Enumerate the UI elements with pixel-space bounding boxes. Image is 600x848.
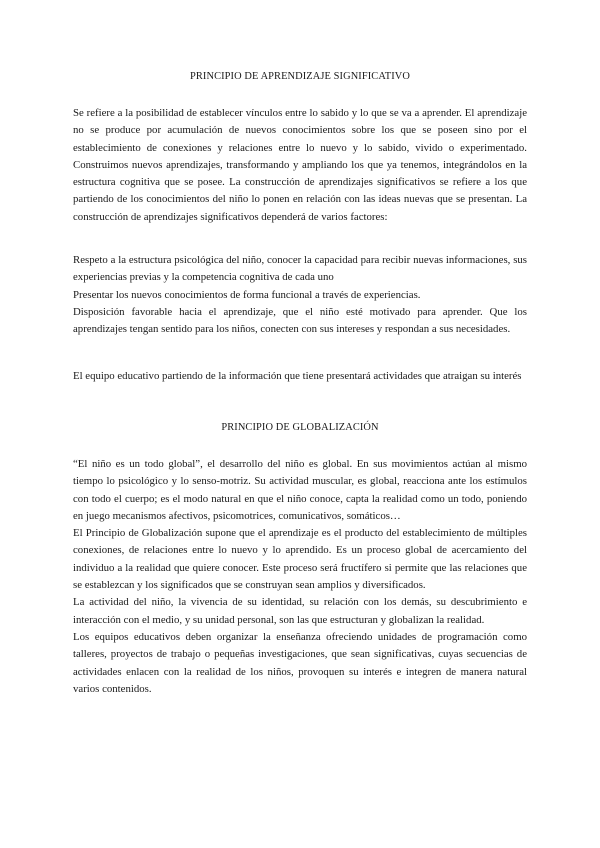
factors-list [73,252,527,338]
section-title-aprendizaje-significativo: PRINCIPIO DE APRENDIZAJE SIGNIFICATIVO [190,71,410,82]
factor-item: Disposición favorable hacia el aprendizaje, que el niño esté motivado para aprender. Que los aprendizajes tengan sentido para los niños, conecten con sus intereses y respondan a sus necesidades. [73,305,527,336]
paragraph: La actividad del niño, la vivencia de su identidad, su relación con los demás, su descubrimiento e interacción con el medio, y su unidad personal, son las que estructuran y globalizan la realidad. [73,596,527,626]
paragraph-closing: El equipo educativo partiendo de la información que tiene presentará actividades que atraigan su interés [73,370,522,382]
factor-item: Respeto a la estructura psicológica del niño, conocer la capacidad para recibir nuevas informaciones, sus experiencias previas y la competencia cognitiva de cada uno [73,254,527,284]
paragraph-intro: Se refiere a la posibilidad de establecer vínculos entre lo sabido y lo que se va a aprender. El aprendizaje no se produce por acumulación de nuevos conocimientos sobre los que se poseen sino por el establecimiento de conexiones y relaciones entre lo nuevo y lo sabido, vivido o experimentado. Construimos nuevos aprendizajes, transformando y ampliando los que ya tenemos, integrándolos en la estructura cognitiva que se posee. La construcción de aprendizajes significativos se refiere a los que partiendo de los conocimientos del niño lo ponen en relación con las ideas nuevas que se presentan. La construcción de aprendizajes significativos dependerá de varios factores: [73,107,527,223]
paragraph: El Principio de Globalización supone que el aprendizaje es el producto del establecimiento de múltiples conexiones, de relaciones entre lo nuevo y lo aprendido. Es un proceso global de acercamiento del individuo a la realidad que quiere conocer. Este proceso será fructífero si permite que las relaciones que se establezcan y los significados que se construyan sean amplios y diversificados. [73,527,527,592]
factor-item: Presentar los nuevos conocimientos de forma funcional a través de experiencias. [73,288,421,301]
paragraph: Los equipos educativos deben organizar la enseñanza ofreciendo unidades de programación como talleres, proyectos de trabajo o pequeñas investigaciones, que sean significativas, cuyas secuencias de actividades enlacen con la realidad de los niños, provoquen su interés e integren de manera natural varios contenidos. [73,630,527,695]
paragraph: “El niño es un todo global”, el desarrollo del niño es global. En sus movimientos actúan al mismo tiempo lo psicológico y lo senso-motriz. Su actividad muscular, es global, reacciona ante los estímulos con todo el cuerpo; es el modo natural en que el niño conoce, capta la realidad como un todo, poniendo en juego mecanismos afectivos, psicomotrices, comunicativos, somáticos… [73,458,527,522]
globalizacion-body [73,456,527,698]
section-title-globalizacion: PRINCIPIO DE GLOBALIZACIÓN [221,422,379,433]
